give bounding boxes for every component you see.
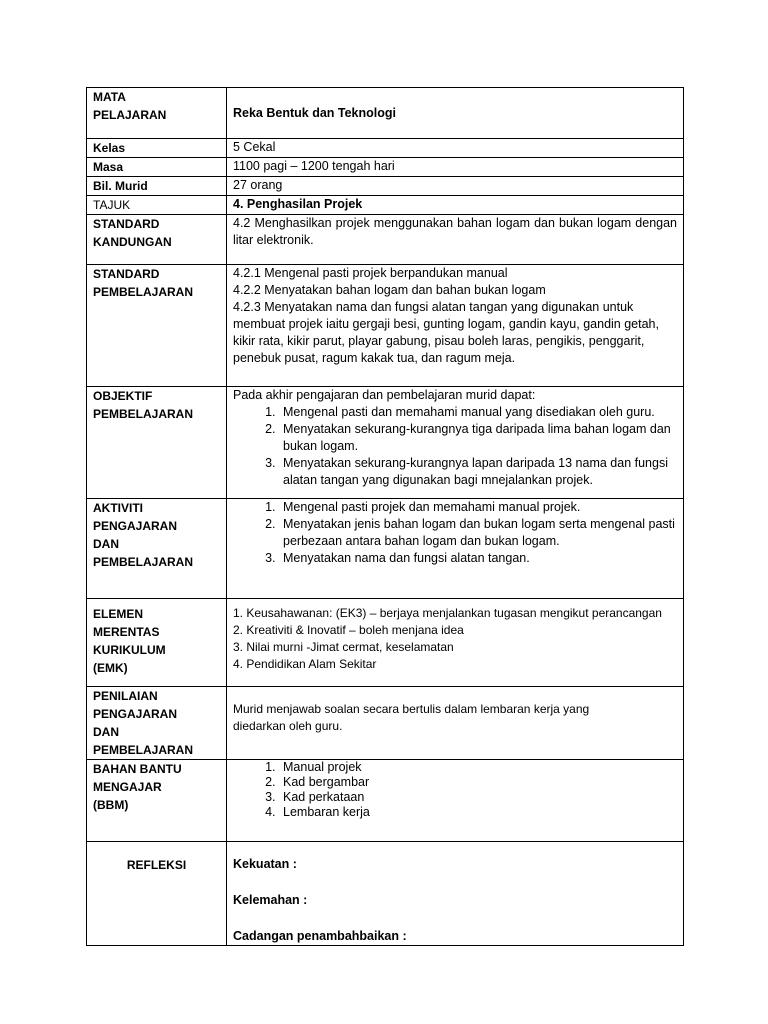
aktiviti-list xyxy=(233,499,677,567)
value-mata-pelajaran xyxy=(227,88,684,139)
label-line: STANDARD xyxy=(93,267,160,281)
lesson-plan-document xyxy=(86,87,684,946)
list-item: 2. Kad bergambar xyxy=(279,775,677,790)
value-standard-kandungan: 4.2 Menghasilkan projek menggunakan bahan logam dan bukan logam dengan litar elektronik. xyxy=(227,215,684,265)
row-penilaian xyxy=(87,687,684,760)
value-penilaian xyxy=(227,687,684,760)
row-aktiviti xyxy=(87,499,684,599)
label-aktiviti xyxy=(87,499,227,599)
bbm-list xyxy=(233,760,677,820)
list-item: 2. Menyatakan jenis bahan logam dan bukan logam serta mengenal pasti perbezaan antara bahan logam dan bukan logam. xyxy=(279,516,677,550)
list-item: 1. Keusahawanan: (EK3) – berjaya menjalankan tugasan mengikut perancangan xyxy=(233,606,662,620)
value-bil-murid: 27 orang xyxy=(227,177,684,196)
label-line: OBJEKTIF xyxy=(93,389,153,403)
label-standard-kandungan xyxy=(87,215,227,265)
list-item: 3. Menyatakan sekurang-kurangnya lapan daripada 13 nama dan fungsi alatan tangan yang digunakan bagi mnejalankan projek. xyxy=(279,455,677,489)
kekuatan-label: Kekuatan : xyxy=(233,857,297,871)
value-bbm xyxy=(227,760,684,842)
list-item: 4. Lembaran kerja xyxy=(279,805,677,820)
label-line: PEMBELAJARAN xyxy=(93,285,194,299)
value-standard-pembelajaran xyxy=(227,265,684,387)
list-item: 4.2.2 Menyatakan bahan logam dan bahan bukan logam xyxy=(233,283,546,297)
list-item: 4.2.1 Mengenal pasti projek berpandukan manual xyxy=(233,266,508,280)
label-bil-murid: Bil. Murid xyxy=(87,177,227,196)
row-kelas xyxy=(87,139,684,158)
list-item: 1. Manual projek xyxy=(279,760,677,775)
list-item: 3. Nilai murni -Jimat cermat, keselamatan xyxy=(233,640,454,654)
label-line: (BBM) xyxy=(93,798,129,812)
row-emk xyxy=(87,599,684,687)
list-item: 1. Mengenal pasti projek dan memahami manual projek. xyxy=(279,499,677,516)
label-line: DAN xyxy=(93,725,119,739)
value-objektif-pembelajaran xyxy=(227,387,684,499)
list-item: 3. Kad perkataan xyxy=(279,790,677,805)
list-item: 2. Kreativiti & Inovatif – boleh menjana idea xyxy=(233,623,464,637)
label-mata-pelajaran xyxy=(87,88,227,139)
label-line: PENILAIAN xyxy=(93,689,158,703)
label-line: (EMK) xyxy=(93,661,128,675)
label-line: PELAJARAN xyxy=(93,108,167,122)
label-bbm xyxy=(87,760,227,842)
value-masa: 1100 pagi – 1200 tengah hari xyxy=(227,158,684,177)
label-line: AKTIVITI xyxy=(93,501,143,515)
label-emk xyxy=(87,599,227,687)
label-refleksi: REFLEKSI xyxy=(87,842,227,946)
row-mata-pelajaran xyxy=(87,88,684,139)
value-tajuk: 4. Penghasilan Projek xyxy=(227,196,684,215)
value-kelas: 5 Cekal xyxy=(227,139,684,158)
label-tajuk: TAJUK xyxy=(87,196,227,215)
label-line: STANDARD xyxy=(93,217,160,231)
penilaian-text: Murid menjawab soalan secara bertulis dalam lembaran kerja yang diedarkan oleh guru. xyxy=(233,702,590,733)
value-emk xyxy=(227,599,684,687)
row-masa xyxy=(87,158,684,177)
label-line: KURIKULUM xyxy=(93,643,166,657)
label-line: BAHAN BANTU xyxy=(93,762,182,776)
label-line: KANDUNGAN xyxy=(93,235,172,249)
list-item: 2. Menyatakan sekurang-kurangnya tiga daripada lima bahan logam dan bukan logam. xyxy=(279,421,677,455)
lesson-plan-table xyxy=(86,87,684,946)
list-item: 4. Pendidikan Alam Sekitar xyxy=(233,657,377,671)
label-objektif-pembelajaran xyxy=(87,387,227,499)
label-line: PEMBELAJARAN xyxy=(93,555,194,569)
label-line: DAN xyxy=(93,537,119,551)
row-standard-pembelajaran xyxy=(87,265,684,387)
row-objektif-pembelajaran xyxy=(87,387,684,499)
label-penilaian xyxy=(87,687,227,760)
row-refleksi xyxy=(87,842,684,946)
row-bbm xyxy=(87,760,684,842)
label-line: MATA xyxy=(93,90,126,104)
value-aktiviti xyxy=(227,499,684,599)
label-masa: Masa xyxy=(87,158,227,177)
label-standard-pembelajaran xyxy=(87,265,227,387)
row-bil-murid xyxy=(87,177,684,196)
value-refleksi xyxy=(227,842,684,946)
label-line: ELEMEN xyxy=(93,607,144,621)
label-line: PEMBELAJARAN xyxy=(93,743,194,757)
label-line: PENGAJARAN xyxy=(93,519,178,533)
label-kelas: Kelas xyxy=(87,139,227,158)
objektif-intro: Pada akhir pengajaran dan pembelajaran murid dapat: xyxy=(233,388,536,402)
kelemahan-label: Kelemahan : xyxy=(233,893,308,907)
label-line: MERENTAS xyxy=(93,625,160,639)
subject-name: Reka Bentuk dan Teknologi xyxy=(233,105,396,120)
list-item: 1. Mengenal pasti dan memahami manual yang disediakan oleh guru. xyxy=(279,404,677,421)
list-item: 3. Menyatakan nama dan fungsi alatan tangan. xyxy=(279,550,677,567)
label-line: PEMBELAJARAN xyxy=(93,407,194,421)
label-line: MENGAJAR xyxy=(93,780,162,794)
objektif-list xyxy=(233,404,677,489)
cadangan-label: Cadangan penambahbaikan : xyxy=(233,929,407,943)
row-standard-kandungan xyxy=(87,215,684,265)
list-item: 4.2.3 Menyatakan nama dan fungsi alatan tangan yang digunakan untuk membuat projek iaitu gergaji besi, gunting logam, gandin kayu, gandin getah, kikir rata, kikir parut, playar gabung, pisau boleh laras, pengikis, penggarit, penebuk pusat, ragum kakak tua, dan ragum meja. xyxy=(233,300,659,365)
label-line: PENGAJARAN xyxy=(93,707,178,721)
row-tajuk xyxy=(87,196,684,215)
